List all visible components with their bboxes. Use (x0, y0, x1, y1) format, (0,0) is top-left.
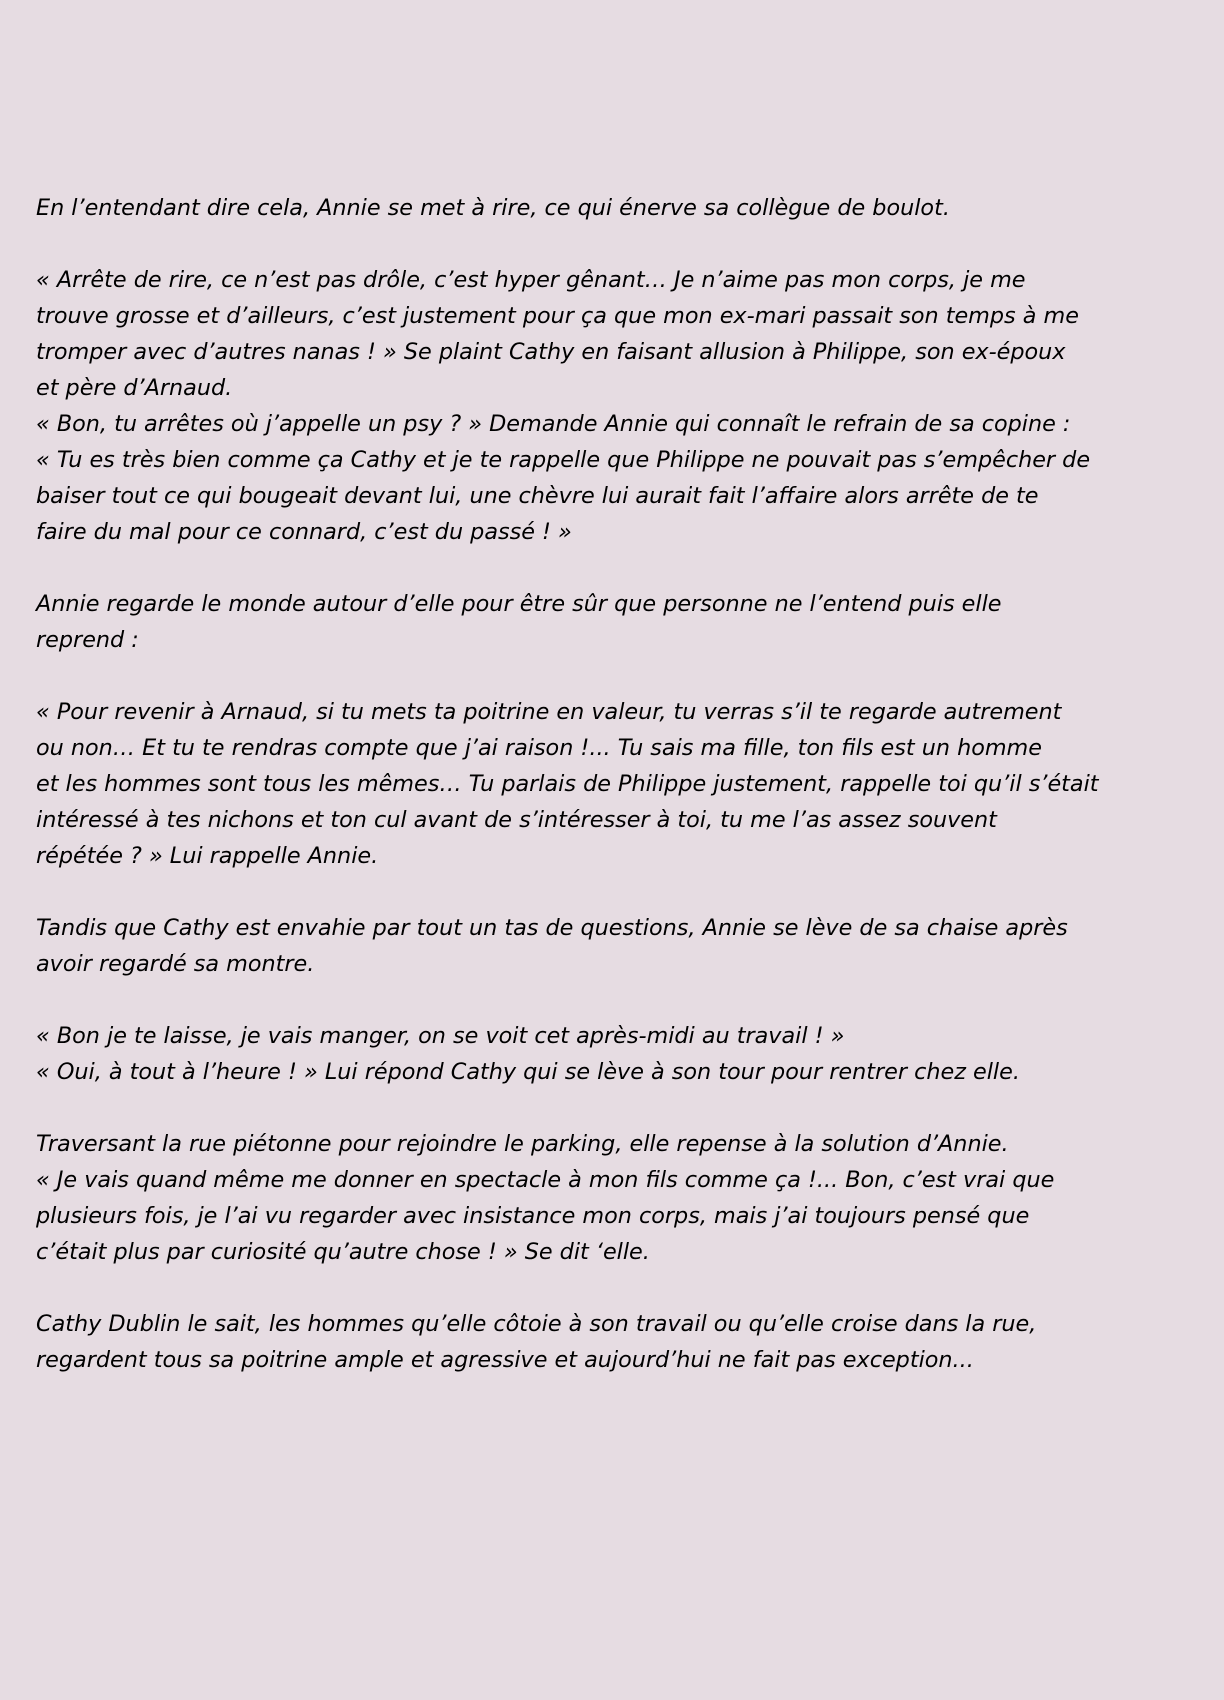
text-line: En l’entendant dire cela, Annie se met à rire, ce qui énerve sa collègue de boulot. (36, 195, 950, 221)
text-line: Cathy Dublin le sait, les hommes qu’elle côtoie à son travail ou qu’elle croise dans la rue, (36, 1311, 1037, 1337)
text-line: avoir regardé sa montre. (36, 951, 315, 977)
text-line: plusieurs fois, je l’ai vu regarder avec insistance mon corps, mais j’ai toujours pensé que (36, 1203, 1030, 1229)
text-line: Traversant la rue piétonne pour rejoindre le parking, elle repense à la solution d’Annie. (36, 1131, 1009, 1157)
text-line: « Bon, tu arrêtes où j’appelle un psy ? » Demande Annie qui connaît le refrain de sa copine : (36, 411, 1071, 437)
paragraph-1 (36, 190, 1196, 226)
document-body (36, 190, 1196, 1378)
text-line: tromper avec d’autres nanas ! » Se plaint Cathy en faisant allusion à Philippe, son ex-époux (36, 339, 1066, 365)
paragraph-spacer (36, 658, 1196, 694)
text-line: « Arrête de rire, ce n’est pas drôle, c’est hyper gênant… Je n’aime pas mon corps, je me (36, 267, 1026, 293)
paragraph-spacer (36, 550, 1196, 586)
text-line: regardent tous sa poitrine ample et agressive et aujourd’hui ne fait pas exception... (36, 1347, 974, 1373)
text-line: reprend : (36, 627, 139, 653)
text-line: baiser tout ce qui bougeait devant lui, une chèvre lui aurait fait l’affaire alors arrête de te (36, 483, 1039, 509)
paragraph-8 (36, 1306, 1196, 1378)
paragraph-4 (36, 694, 1196, 874)
paragraph-2 (36, 262, 1196, 550)
paragraph-3 (36, 586, 1196, 658)
text-line: « Tu es très bien comme ça Cathy et je te rappelle que Philippe ne pouvait pas s’empêcher de (36, 447, 1091, 473)
text-line: Tandis que Cathy est envahie par tout un tas de questions, Annie se lève de sa chaise après (36, 915, 1068, 941)
text-line: c’était plus par curiosité qu’autre chose ! » Se dit ‘elle. (36, 1239, 650, 1265)
paragraph-spacer (36, 982, 1196, 1018)
paragraph-5 (36, 910, 1196, 982)
paragraph-spacer (36, 226, 1196, 262)
paragraph-6 (36, 1018, 1196, 1090)
text-line: et les hommes sont tous les mêmes… Tu parlais de Philippe justement, rappelle toi qu’il s’était (36, 771, 1099, 797)
paragraph-spacer (36, 874, 1196, 910)
text-line: trouve grosse et d’ailleurs, c’est justement pour ça que mon ex-mari passait son temps à me (36, 303, 1079, 329)
text-line: Annie regarde le monde autour d’elle pour être sûr que personne ne l’entend puis elle (36, 591, 1002, 617)
text-line: intéressé à tes nichons et ton cul avant de s’intéresser à toi, tu me l’as assez souvent (36, 807, 997, 833)
text-line: et père d’Arnaud. (36, 375, 233, 401)
text-line: faire du mal pour ce connard, c’est du passé ! » (36, 519, 572, 545)
paragraph-7 (36, 1126, 1196, 1270)
paragraph-spacer (36, 1090, 1196, 1126)
text-line: « Pour revenir à Arnaud, si tu mets ta poitrine en valeur, tu verras s’il te regarde autrement (36, 699, 1062, 725)
text-line: répétée ? » Lui rappelle Annie. (36, 843, 379, 869)
text-line: « Oui, à tout à l’heure ! » Lui répond Cathy qui se lève à son tour pour rentrer chez elle. (36, 1059, 1020, 1085)
text-line: « Bon je te laisse, je vais manger, on se voit cet après-midi au travail ! » (36, 1023, 845, 1049)
text-line: ou non… Et tu te rendras compte que j’ai raison !... Tu sais ma fille, ton fils est un homme (36, 735, 1042, 761)
text-line: « Je vais quand même me donner en spectacle à mon fils comme ça !... Bon, c’est vrai que (36, 1167, 1055, 1193)
paragraph-spacer (36, 1270, 1196, 1306)
